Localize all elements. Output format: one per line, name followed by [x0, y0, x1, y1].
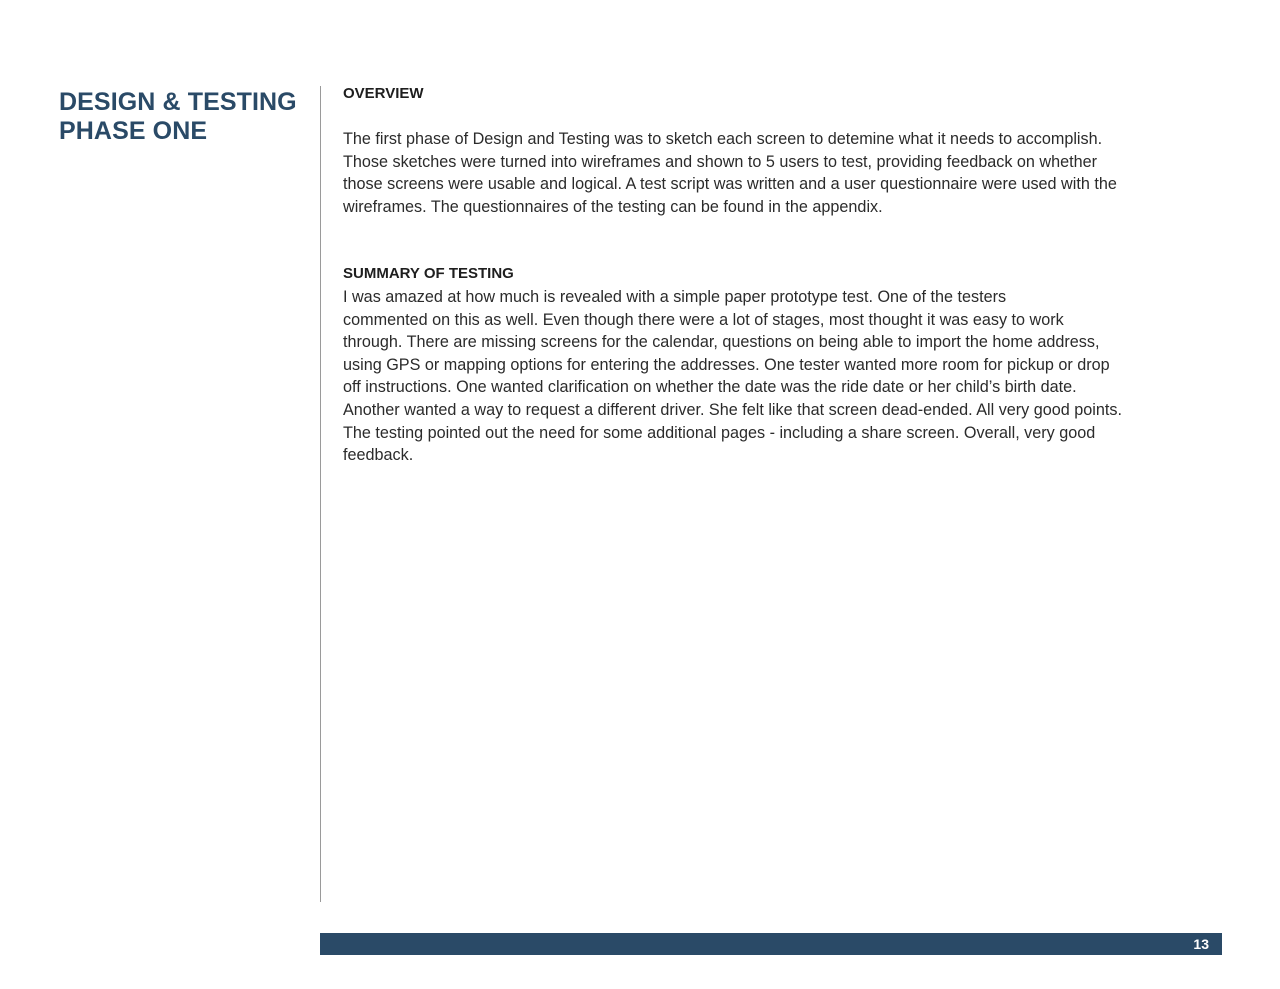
overview-heading: OVERVIEW: [343, 85, 424, 102]
overview-line: The first phase of Design and Testing was to sketch each screen to detemine what it needs to accomplish.: [343, 130, 1103, 148]
overview-paragraph: [343, 128, 1117, 218]
summary-line: through. There are missing screens for the calendar, questions on being able to import the home address,: [343, 333, 1100, 352]
summary-line: I was amazed at how much is revealed with a simple paper prototype test. One of the testers: [343, 288, 1007, 306]
overview-line: wireframes. The questionnaires of the testing can be found in the appendix.: [343, 197, 883, 216]
page-number: 13: [1193, 936, 1209, 952]
summary-line: commented on this as well. Even though there were a lot of stages, most thought it was easy to work: [343, 310, 1064, 329]
page-title: [59, 88, 314, 146]
summary-line: Another wanted a way to request a different driver. She felt like that screen dead-ended. All very good points.: [343, 400, 1122, 419]
summary-line: The testing pointed out the need for some additional pages - including a share screen. Overall, very good: [343, 423, 1096, 442]
summary-line: using GPS or mapping options for entering the addresses. One tester wanted more room for pickup or drop: [343, 355, 1110, 374]
page-title-line: DESIGN & TESTING: [59, 88, 297, 116]
overview-line: Those sketches were turned into wireframes and shown to 5 users to test, providing feedback on whether: [343, 152, 1098, 171]
summary-heading: SUMMARY OF TESTING: [343, 265, 514, 282]
vertical-divider: [320, 86, 321, 902]
summary-line: off instructions. One wanted clarification on whether the date was the ride date or her child’s birth date.: [343, 378, 1077, 397]
overview-line: those screens were usable and logical. A test script was written and a user questionnaire were used with the: [343, 175, 1117, 194]
footer-bar: [320, 933, 1222, 955]
page-title-line: PHASE ONE: [59, 117, 208, 145]
summary-line: feedback.: [343, 446, 414, 465]
summary-paragraph: [343, 286, 1122, 467]
